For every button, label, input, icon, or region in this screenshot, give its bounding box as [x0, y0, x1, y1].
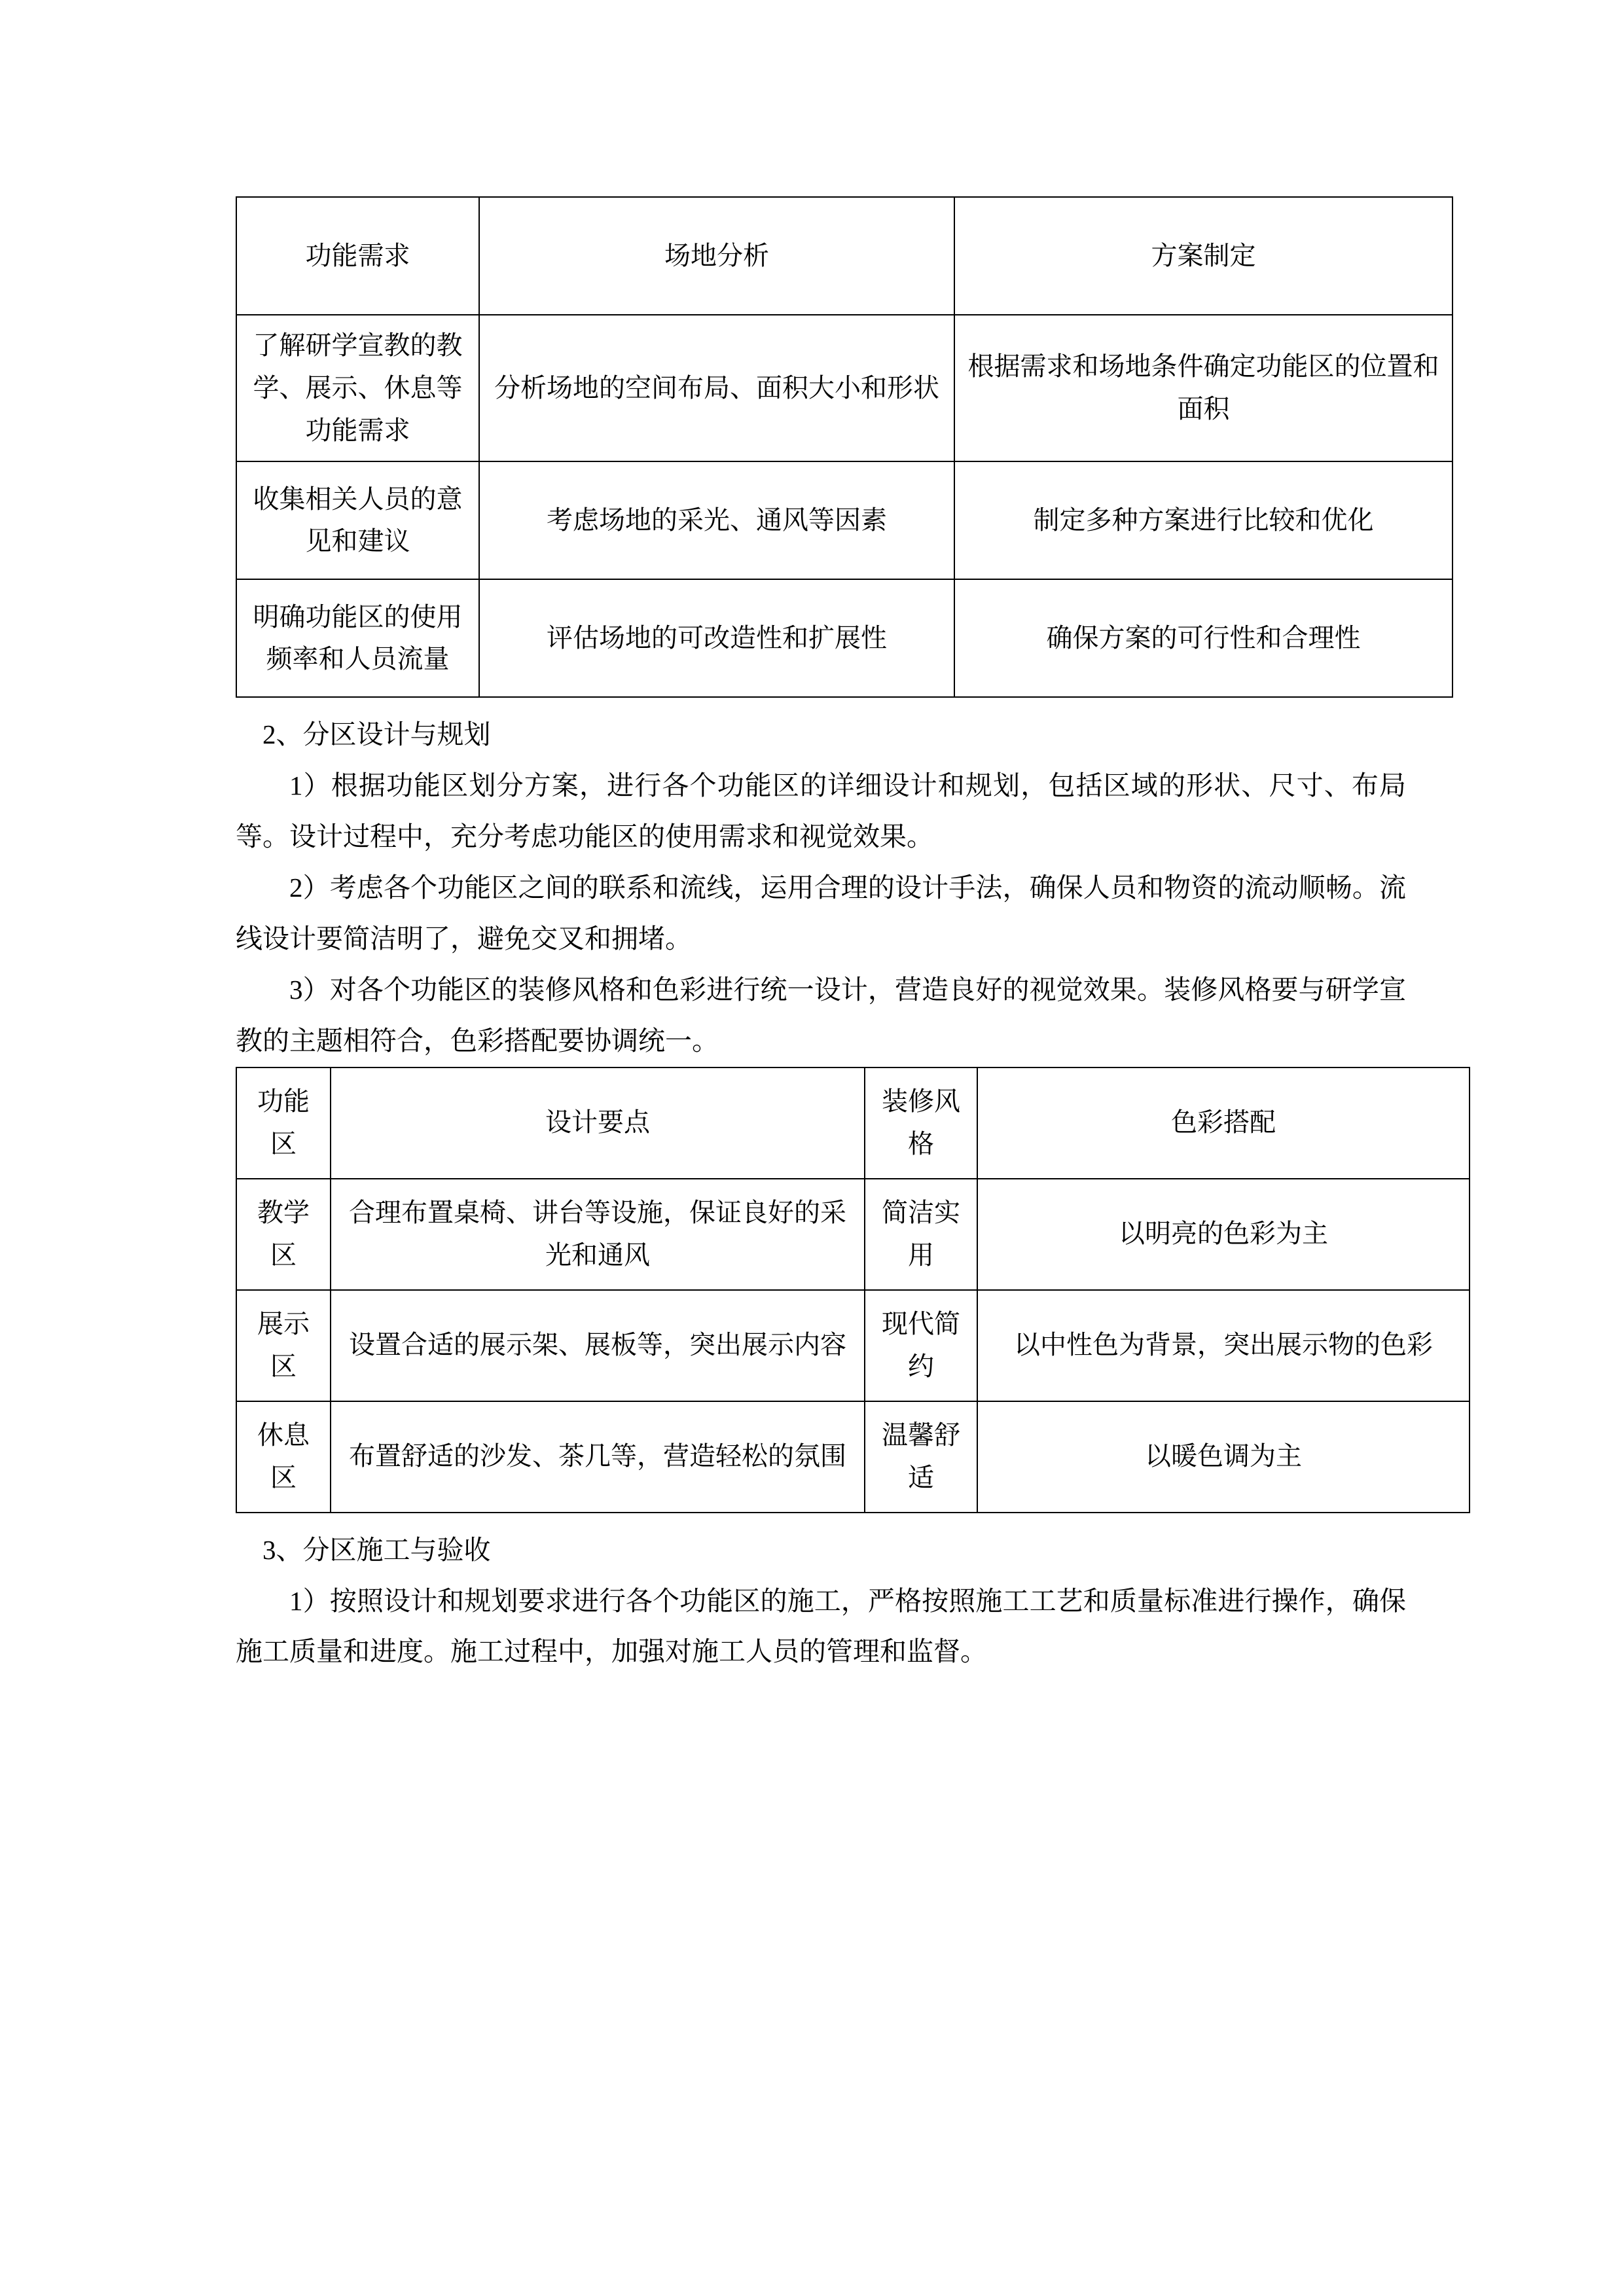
cell-design-points-2: 设置合适的展示架、展板等，突出展示内容 — [331, 1290, 865, 1401]
cell-color-scheme-1: 以明亮的色彩为主 — [977, 1179, 1470, 1290]
table-header-row — [236, 197, 1453, 315]
cell-site-analysis-2: 考虑场地的采光、通风等因素 — [479, 461, 954, 579]
cell-decoration-style-2: 现代简约 — [865, 1290, 977, 1401]
table-row — [236, 1179, 1470, 1290]
cell-decoration-style-3: 温馨舒适 — [865, 1401, 977, 1513]
table-row — [236, 461, 1453, 579]
column-header-plan-formulation: 方案制定 — [954, 197, 1453, 315]
column-header-function-area: 功能区 — [236, 1067, 331, 1179]
cell-design-points-3: 布置舒适的沙发、茶几等，营造轻松的氛围 — [331, 1401, 865, 1513]
section-2-paragraph-1: 1）根据功能区划分方案，进行各个功能区的详细设计和规划，包括区域的形状、尺寸、布局等。设计过程中，充分考虑功能区的使用需求和视觉效果。 — [236, 770, 1406, 852]
cell-decoration-style-1: 简洁实用 — [865, 1179, 977, 1290]
cell-function-area-2: 展示区 — [236, 1290, 331, 1401]
column-header-design-points: 设计要点 — [331, 1067, 865, 1179]
section-2-paragraph-3: 3）对各个功能区的装修风格和色彩进行统一设计，营造良好的视觉效果。装修风格要与研学宣教的主题相符合，色彩搭配要协调统一。 — [236, 974, 1406, 1056]
cell-plan-formulation-2: 制定多种方案进行比较和优化 — [954, 461, 1453, 579]
column-header-color-scheme: 色彩搭配 — [977, 1067, 1470, 1179]
cell-color-scheme-3: 以暖色调为主 — [977, 1401, 1470, 1513]
section-2-heading: 2、分区设计与规划 — [262, 719, 491, 750]
requirements-table — [236, 196, 1453, 698]
cell-design-points-1: 合理布置桌椅、讲台等设施，保证良好的采光和通风 — [331, 1179, 865, 1290]
table-row — [236, 1401, 1470, 1513]
cell-function-requirement-1: 了解研学宣教的教学、展示、休息等功能需求 — [236, 315, 479, 461]
cell-function-area-3: 休息区 — [236, 1401, 331, 1513]
column-header-decoration-style: 装修风格 — [865, 1067, 977, 1179]
cell-plan-formulation-1: 根据需求和场地条件确定功能区的位置和面积 — [954, 315, 1453, 461]
column-header-function-requirement: 功能需求 — [236, 197, 479, 315]
design-points-table — [236, 1067, 1470, 1513]
table-row — [236, 315, 1453, 461]
section-3-heading: 3、分区施工与验收 — [262, 1534, 491, 1565]
section-2-paragraph-2: 2）考虑各个功能区之间的联系和流线，运用合理的设计手法，确保人员和物资的流动顺畅。流线设计要简洁明了，避免交叉和拥堵。 — [236, 872, 1406, 954]
cell-function-area-1: 教学区 — [236, 1179, 331, 1290]
cell-function-requirement-2: 收集相关人员的意见和建议 — [236, 461, 479, 579]
table-row — [236, 1290, 1470, 1401]
table-header-row — [236, 1067, 1470, 1179]
cell-function-requirement-3: 明确功能区的使用频率和人员流量 — [236, 579, 479, 697]
column-header-site-analysis: 场地分析 — [479, 197, 954, 315]
cell-color-scheme-2: 以中性色为背景，突出展示物的色彩 — [977, 1290, 1470, 1401]
cell-site-analysis-3: 评估场地的可改造性和扩展性 — [479, 579, 954, 697]
section-3-paragraph-1: 1）按照设计和规划要求进行各个功能区的施工，严格按照施工工艺和质量标准进行操作，确保施工质量和进度。施工过程中，加强对施工人员的管理和监督。 — [236, 1585, 1406, 1667]
cell-site-analysis-1: 分析场地的空间布局、面积大小和形状 — [479, 315, 954, 461]
cell-plan-formulation-3: 确保方案的可行性和合理性 — [954, 579, 1453, 697]
table-row — [236, 579, 1453, 697]
